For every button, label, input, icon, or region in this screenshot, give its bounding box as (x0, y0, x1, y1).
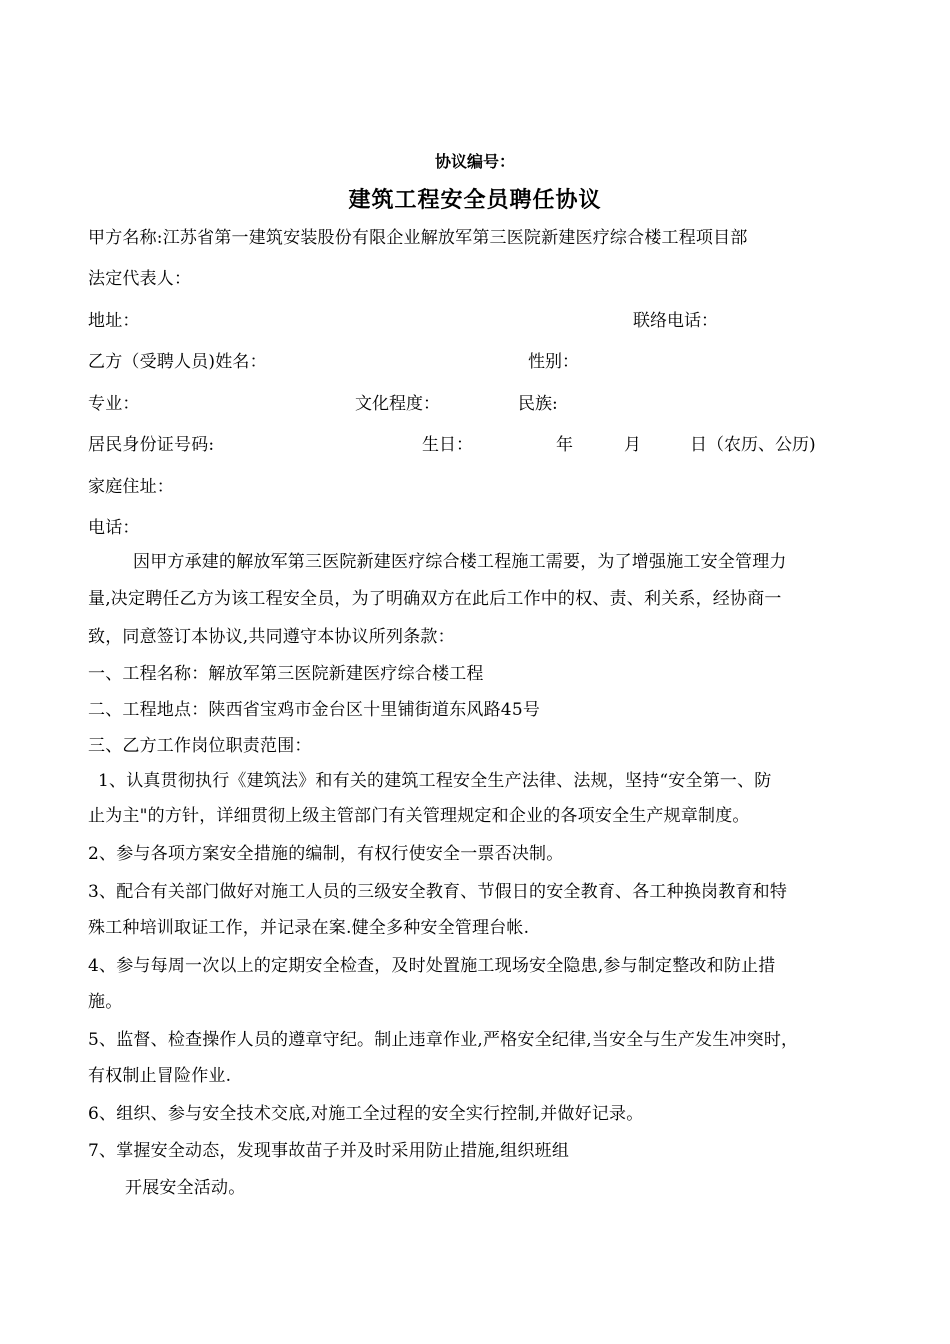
address-label: 地址： (88, 311, 140, 331)
document-title: 建筑工程安全员聘任协议 (348, 188, 602, 213)
duty-item-4: 4、参与每周一次以上的定期安全检查，及时处置施工现场安全隐患,参与制定整改和防止措 (88, 956, 776, 976)
id-number-label: 居民身份证号码: (88, 435, 215, 455)
home-address-label: 家庭住址： (88, 477, 174, 497)
clause-project-location: 二、工程地点：陕西省宝鸡市金台区十里铺街道东风路45号 (88, 700, 541, 720)
duty-item-5-continued: 有权制止冒险作业. (88, 1066, 232, 1086)
legal-representative-label: 法定代表人： (88, 269, 192, 289)
gender-label: 性别： (528, 352, 579, 372)
duty-item-6: 6、组织、参与安全技术交底,对施工全过程的安全实行控制,并做好记录。 (88, 1104, 644, 1124)
duty-item-1: 1、认真贯彻执行《建筑法》和有关的建筑工程安全生产法律、法规，坚持“安全第一、防 (98, 771, 772, 791)
birthday-year-label: 年 (556, 435, 573, 455)
clause-project-name: 一、工程名称：解放军第三医院新建医疗综合楼工程 (88, 664, 484, 684)
duty-item-3-continued: 殊工种培训取证工作，并记录在案.健全多种安全管理台帐. (88, 918, 530, 938)
ethnicity-label: 民族: (518, 394, 558, 414)
clause-duties-heading: 三、乙方工作岗位职责范围： (88, 736, 312, 756)
birthday-label: 生日： (422, 435, 473, 455)
birthday-day-label: 日（农历、公历) (690, 435, 816, 455)
duty-item-2: 2、参与各项方案安全措施的编制，有权行使安全一票否决制。 (88, 844, 564, 864)
agreement-number-label: 协议编号： (434, 152, 515, 171)
major-label: 专业： (88, 394, 140, 414)
party-b-phone-label: 电话： (88, 518, 140, 538)
duty-item-5: 5、监督、检查操作人员的遵章守纪。制止违章作业,严格安全纪律,当安全与生产发生冲突时， (88, 1030, 799, 1050)
intro-paragraph-line: 致，同意签订本协议,共同遵守本协议所列条款： (88, 627, 455, 647)
intro-paragraph-line: 因甲方承建的解放军第三医院新建医疗综合楼工程施工需要，为了增强施工安全管理力 (133, 552, 787, 572)
duty-item-7-continued: 开展安全活动。 (125, 1178, 246, 1198)
duty-item-7: 7、掌握安全动态，发现事故苗子并及时采用防止措施,组织班组 (88, 1141, 570, 1161)
party-a-name: 甲方名称:江苏省第一建筑安装股份有限企业解放军第三医院新建医疗综合楼工程项目部 (88, 228, 748, 248)
education-label: 文化程度： (355, 394, 440, 414)
duty-item-3: 3、配合有关部门做好对施工人员的三级安全教育、节假日的安全教育、各工种换岗教育和特 (88, 882, 788, 902)
contact-phone-label: 联络电话： (633, 311, 718, 331)
intro-paragraph-line: 量,决定聘任乙方为该工程安全员，为了明确双方在此后工作中的权、责、利关系，经协商一 (88, 589, 782, 609)
party-b-name-label: 乙方（受聘人员)姓名： (88, 352, 267, 372)
duty-item-1-continued: 止为主"的方针，详细贯彻上级主管部门有关管理规定和企业的各项安全生产规章制度。 (88, 806, 750, 826)
birthday-month-label: 月 (624, 435, 641, 455)
duty-item-4-continued: 施。 (88, 992, 123, 1012)
